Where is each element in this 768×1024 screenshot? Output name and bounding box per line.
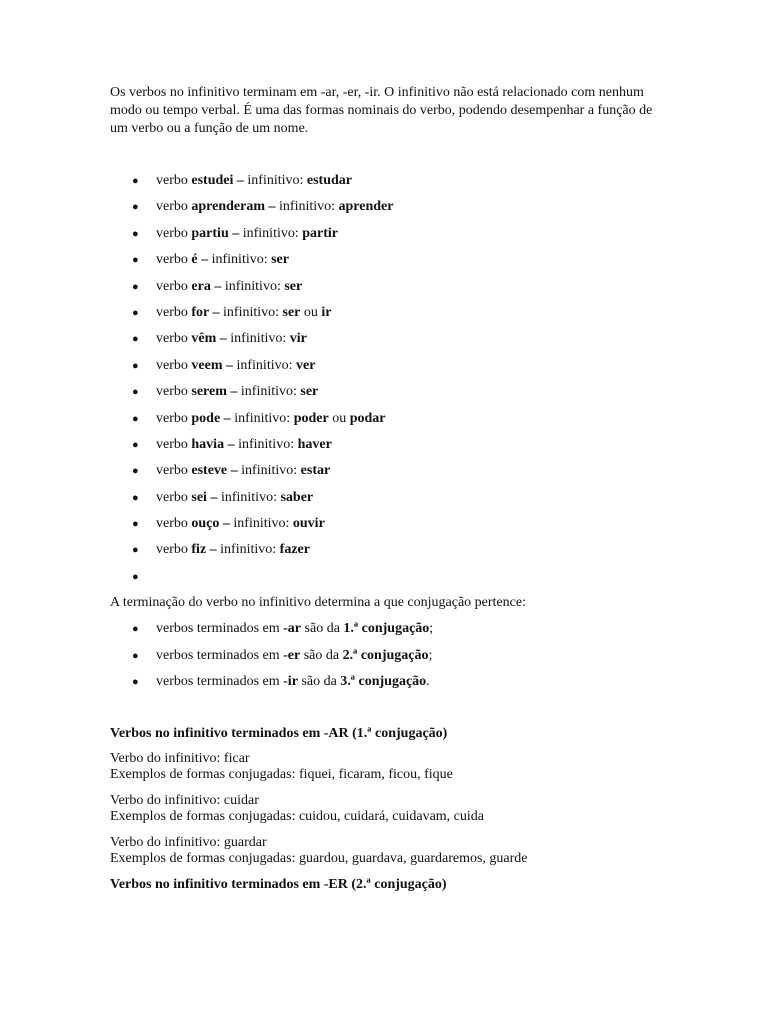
bullet-icon: ● [132,280,139,293]
conjugation-name: 1.ª conjugação [343,621,430,637]
conjugated-verb: aprenderam [191,199,266,215]
infinitive: ouvir [292,516,325,532]
infinitive-line: Verbo do infinitivo: ficar [110,751,250,767]
bullet-icon: ● [132,465,139,478]
document-page [110,84,670,894]
infinitive-line: Verbo do infinitivo: guardar [110,835,267,851]
example-block [110,751,670,783]
bullet-icon: ● [132,201,139,214]
examples-line: Exemplos de formas conjugadas: fiquei, ficaram, ficou, fique [110,767,453,783]
intro-paragraph: Os verbos no infinitivo terminam em -ar, -er, -ir. O infinitivo não está relacionado com nenhum modo ou tempo verbal. É uma das formas nominais do verbo, podendo desempenhar a função de um verbo ou a função de um nome. [110,85,653,136]
infinitive: poder [293,410,329,426]
list-item: ● verbo vêm – infinitivo: vir [132,331,307,347]
bullet-icon: ● [132,544,139,557]
conjugated-verb: esteve [191,463,228,479]
conjugated-verb: sei [191,489,207,505]
conjugation-name: 2.ª conjugação [342,647,429,663]
bullet-icon: ● [132,227,139,240]
verb-ending: -ir [283,674,298,690]
section-heading-er: Verbos no infinitivo terminados em -ER (2.ª conjugação) [110,877,447,893]
list-item: ● verbo era – infinitivo: ser [132,278,303,294]
list-item: ● verbos terminados em -ar são da 1.ª conjugação; [132,621,434,637]
section-heading-ar: Verbos no infinitivo terminados em -AR (1.ª conjugação) [110,726,448,742]
list-item [110,568,670,594]
list-item: ● verbo estudei – infinitivo: estudar [132,173,353,188]
infinitive: ser [271,252,289,268]
bullet-icon: ● [132,254,139,267]
example-block [110,793,670,825]
list-item: ● verbo ouço – infinitivo: ouvir [132,516,325,532]
conjugated-verb: fiz [191,542,207,558]
infinitive: ser [300,384,319,400]
infinitive: aprender [338,199,394,215]
bullet-icon: ● [132,570,139,583]
verb-ending: -er [283,647,301,663]
list-item: ● verbos terminados em -ir são da 3.ª conjugação. [132,674,430,690]
bullet-icon: ● [132,676,139,689]
conjugated-verb: vêm [191,331,217,347]
conjugated-verb: for [191,304,210,320]
infinitive: estudar [306,173,353,188]
bullet-icon: ● [132,518,139,531]
infinitive: fazer [279,542,310,558]
examples-list [110,172,670,594]
infinitive-line: Verbo do infinitivo: cuidar [110,793,259,809]
list-item: ● verbo for – infinitivo: ser ou ir [132,304,332,320]
verb-ending: -ar [283,621,302,637]
examples-line: Exemplos de formas conjugadas: guardou, guardava, guardaremos, guarde [110,851,528,867]
conjugated-verb: é [191,252,198,268]
infinitive: estar [300,463,331,479]
conjugation-intro: A terminação do verbo no infinitivo determina a que conjugação pertence: [110,595,526,611]
bullet-icon: ● [132,306,139,319]
conjugated-verb: estudei [191,173,234,188]
list-item: ● verbo veem – infinitivo: ver [132,357,316,373]
bullet-icon: ● [132,175,139,187]
bullet-icon: ● [132,386,139,399]
conjugation-list [110,620,670,699]
list-item: ● verbo fiz – infinitivo: fazer [132,542,310,558]
example-block [110,835,670,867]
list-item: ● verbo esteve – infinitivo: estar [132,463,331,479]
list-item: ● verbo pode – infinitivo: poder ou podar [132,410,386,426]
bullet-icon: ● [132,412,139,425]
conjugated-verb: era [191,278,211,294]
examples-line: Exemplos de formas conjugadas: cuidou, cuidará, cuidavam, cuida [110,809,484,825]
conjugated-verb: partiu [191,225,229,241]
bullet-icon: ● [132,438,139,451]
conjugated-verb: ouço [191,516,220,532]
list-item: ● verbos terminados em -er são da 2.ª conjugação; [132,647,433,663]
conjugated-verb: veem [191,357,223,373]
infinitive: ser [284,278,303,294]
infinitive: ser [282,304,301,320]
infinitive: ver [295,357,316,373]
bullet-icon: ● [132,333,139,346]
list-item: ● verbo havia – infinitivo: haver [132,436,332,452]
infinitive: partir [302,225,338,241]
conjugation-name: 3.ª conjugação [340,674,427,690]
list-item: ● verbo é – infinitivo: ser [132,252,289,268]
list-item: ● verbo aprenderam – infinitivo: aprender [132,199,394,215]
bullet-icon: ● [132,359,139,372]
list-item: ● verbo sei – infinitivo: saber [132,489,314,505]
list-item: ● verbo partiu – infinitivo: partir [132,225,338,241]
infinitive: haver [297,436,332,452]
bullet-icon: ● [132,623,139,636]
infinitive: saber [280,489,314,505]
conjugated-verb: pode [191,410,221,426]
list-item: ● verbo serem – infinitivo: ser [132,384,319,400]
bullet-icon: ● [132,491,139,504]
conjugated-verb: serem [191,384,227,400]
conjugated-verb: havia [191,436,225,452]
bullet-icon: ● [132,649,139,662]
infinitive: vir [289,331,307,347]
